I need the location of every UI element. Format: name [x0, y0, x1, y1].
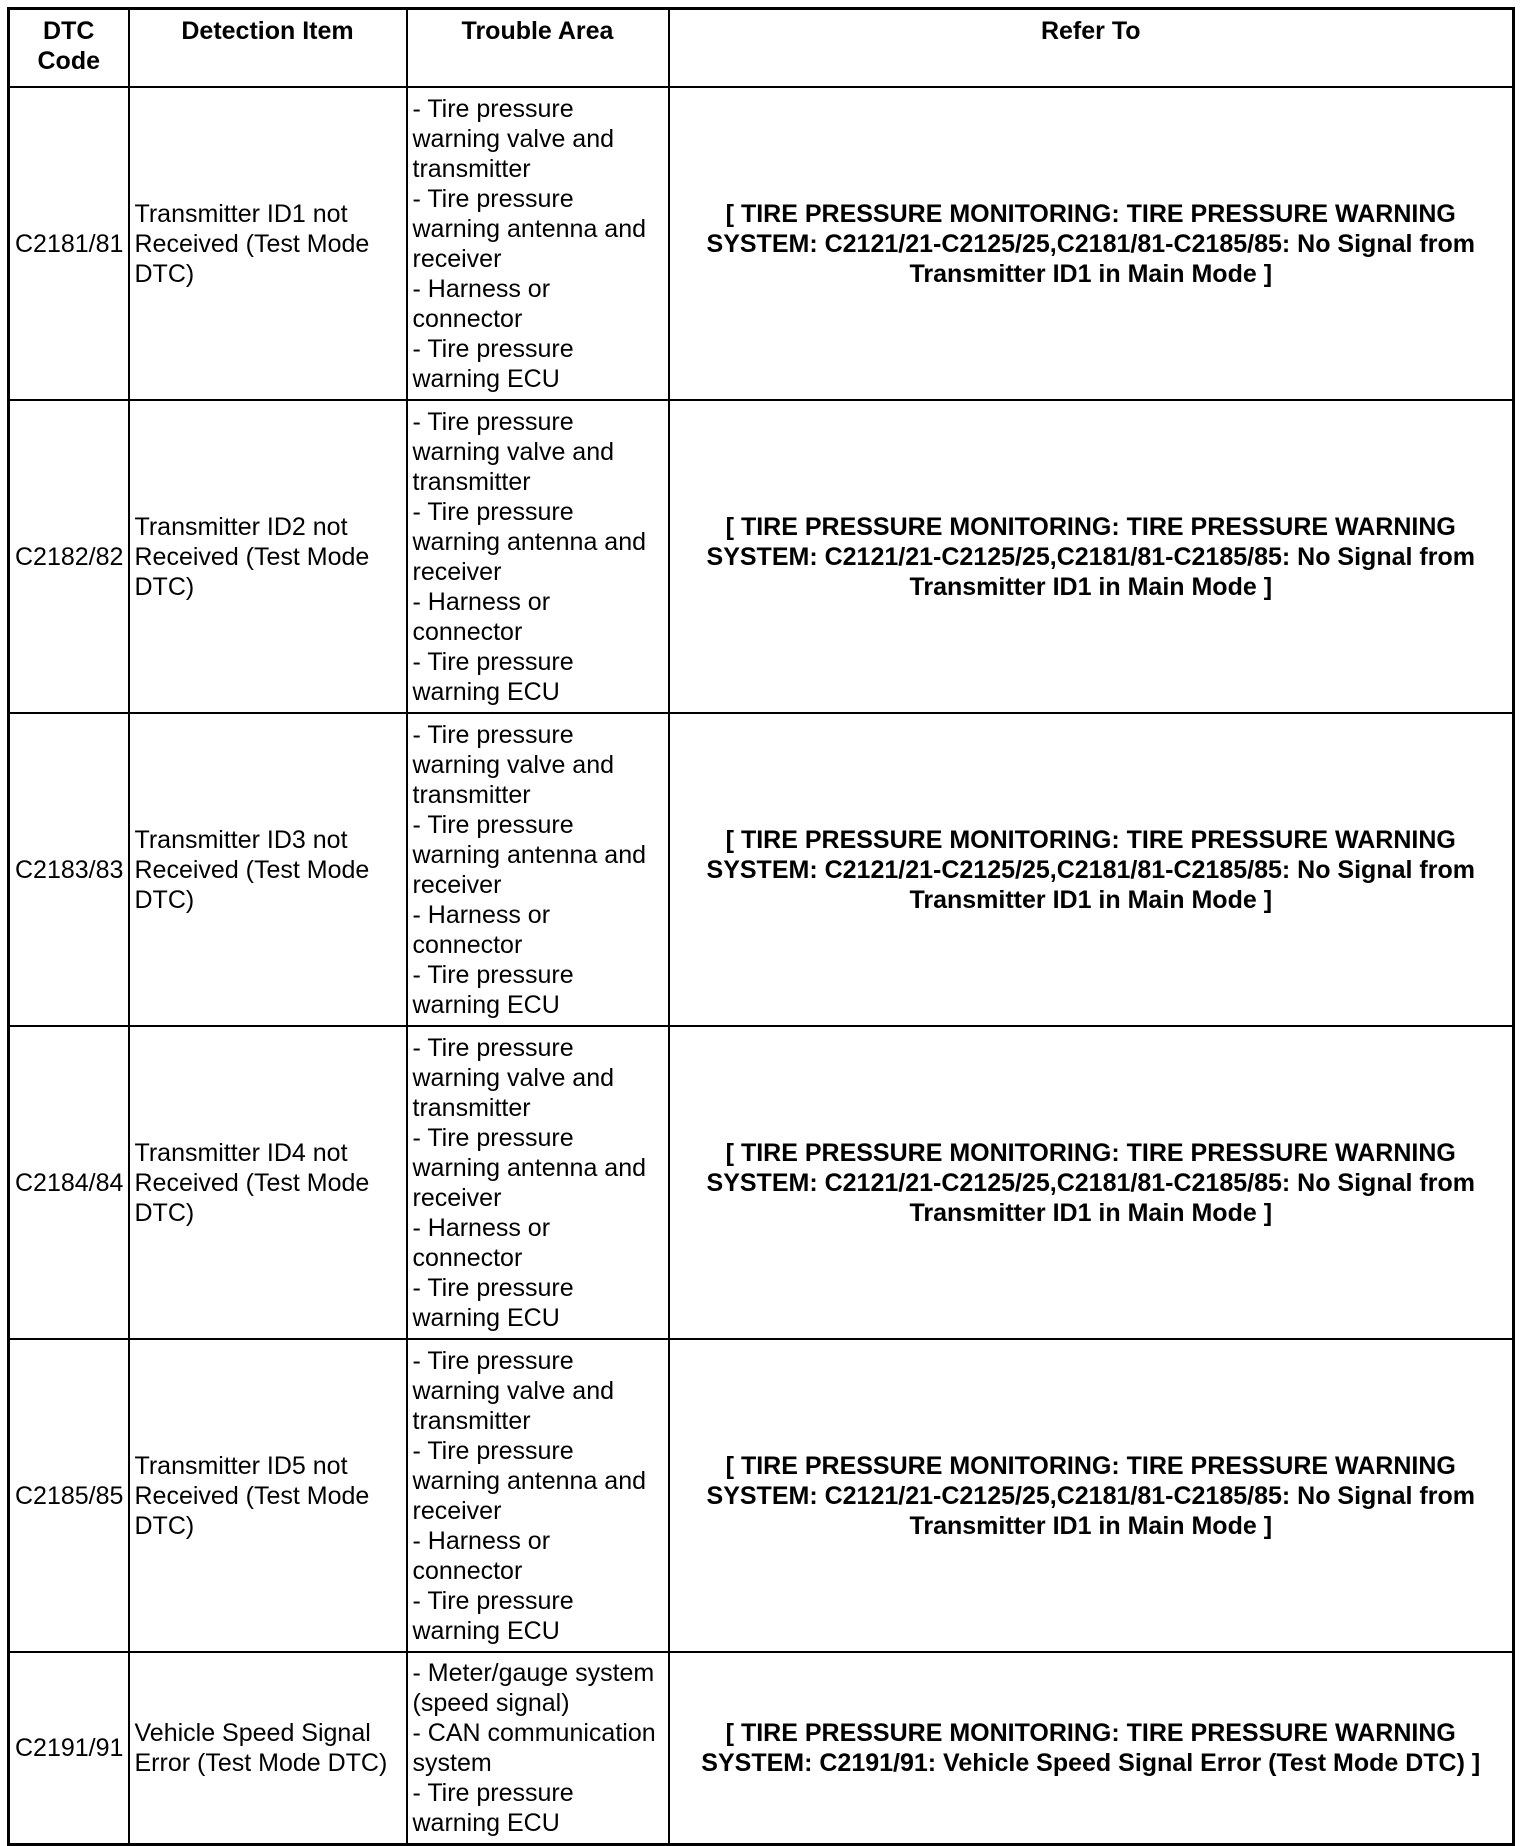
trouble-area-cell	[407, 1339, 669, 1652]
trouble-area-item: - Tire pressure warning antenna and receiver	[412, 184, 647, 273]
header-dtc-code-line2: Code	[37, 47, 100, 75]
trouble-area-item: - Tire pressure warning antenna and receiver	[412, 1123, 647, 1212]
trouble-area-item: - Meter/gauge system (speed signal)	[412, 1658, 655, 1717]
trouble-area-item: - Tire pressure warning ECU	[412, 1778, 574, 1837]
table-body	[9, 87, 1514, 1844]
trouble-area-item: - Harness or connector	[412, 1213, 551, 1272]
dtc-table	[7, 7, 1515, 1846]
trouble-area-item: - Tire pressure warning valve and transmitter	[412, 94, 615, 183]
table-row	[9, 1339, 1514, 1652]
table-row	[9, 1652, 1514, 1844]
table-row	[9, 87, 1514, 400]
trouble-area-item: - Tire pressure warning ECU	[412, 334, 574, 393]
trouble-area-list	[413, 407, 663, 707]
trouble-area-cell	[407, 400, 669, 713]
detection-item-cell: Transmitter ID3 not Received (Test Mode DTC)	[129, 713, 407, 1026]
trouble-area-item: - Harness or connector	[412, 587, 551, 646]
trouble-area-item: - Tire pressure warning valve and transmitter	[412, 407, 615, 496]
trouble-area-cell	[407, 1652, 669, 1844]
refer-to-link[interactable]: [ TIRE PRESSURE MONITORING: TIRE PRESSURE WARNING SYSTEM: C2121/21-C2125/25,C2181/81-C2185/85: No Signal from Transmitter ID1 in Main Mode ]	[669, 713, 1514, 1026]
dtc-code-cell: C2182/82	[9, 400, 129, 713]
trouble-area-cell	[407, 1026, 669, 1339]
detection-item-cell: Transmitter ID1 not Received (Test Mode DTC)	[129, 87, 407, 400]
trouble-area-list	[413, 1033, 663, 1333]
trouble-area-item: - Tire pressure warning valve and transmitter	[412, 1346, 615, 1435]
refer-to-link[interactable]: [ TIRE PRESSURE MONITORING: TIRE PRESSURE WARNING SYSTEM: C2191/91: Vehicle Speed Signal Error (Test Mode DTC) ]	[669, 1652, 1514, 1844]
dtc-code-cell: C2184/84	[9, 1026, 129, 1339]
trouble-area-item: - Harness or connector	[412, 274, 551, 333]
dtc-code-cell: C2185/85	[9, 1339, 129, 1652]
trouble-area-item: - Tire pressure warning ECU	[412, 1586, 574, 1645]
detection-item-cell: Transmitter ID2 not Received (Test Mode DTC)	[129, 400, 407, 713]
detection-item-cell: Transmitter ID5 not Received (Test Mode DTC)	[129, 1339, 407, 1652]
trouble-area-item: - Harness or connector	[412, 900, 551, 959]
trouble-area-item: - Tire pressure warning antenna and receiver	[412, 810, 647, 899]
refer-to-link[interactable]: [ TIRE PRESSURE MONITORING: TIRE PRESSURE WARNING SYSTEM: C2121/21-C2125/25,C2181/81-C2185/85: No Signal from Transmitter ID1 in Main Mode ]	[669, 1339, 1514, 1652]
header-trouble-area: Trouble Area	[407, 9, 669, 88]
dtc-code-cell: C2191/91	[9, 1652, 129, 1844]
header-dtc-code-line1: DTC	[43, 17, 95, 45]
trouble-area-item: - Harness or connector	[412, 1526, 551, 1585]
trouble-area-item: - CAN communication system	[412, 1718, 656, 1777]
header-refer-to: Refer To	[669, 9, 1514, 88]
dtc-code-cell: C2181/81	[9, 87, 129, 400]
trouble-area-item: - Tire pressure warning valve and transmitter	[412, 1033, 615, 1122]
trouble-area-cell	[407, 713, 669, 1026]
trouble-area-cell	[407, 87, 669, 400]
trouble-area-list	[413, 1346, 663, 1646]
trouble-area-list	[413, 1658, 663, 1838]
trouble-area-list	[413, 720, 663, 1020]
detection-item-cell: Vehicle Speed Signal Error (Test Mode DTC)	[129, 1652, 407, 1844]
dtc-code-cell: C2183/83	[9, 713, 129, 1026]
refer-to-link[interactable]: [ TIRE PRESSURE MONITORING: TIRE PRESSURE WARNING SYSTEM: C2121/21-C2125/25,C2181/81-C2185/85: No Signal from Transmitter ID1 in Main Mode ]	[669, 400, 1514, 713]
table-header-row	[9, 9, 1514, 88]
table-row	[9, 713, 1514, 1026]
header-dtc-code	[9, 9, 129, 88]
trouble-area-item: - Tire pressure warning ECU	[412, 960, 574, 1019]
trouble-area-item: - Tire pressure warning ECU	[412, 647, 574, 706]
header-detection-item: Detection Item	[129, 9, 407, 88]
trouble-area-item: - Tire pressure warning ECU	[412, 1273, 574, 1332]
trouble-area-item: - Tire pressure warning antenna and receiver	[412, 497, 647, 586]
trouble-area-item: - Tire pressure warning valve and transmitter	[412, 720, 615, 809]
table-row	[9, 400, 1514, 713]
refer-to-link[interactable]: [ TIRE PRESSURE MONITORING: TIRE PRESSURE WARNING SYSTEM: C2121/21-C2125/25,C2181/81-C2185/85: No Signal from Transmitter ID1 in Main Mode ]	[669, 87, 1514, 400]
table-row	[9, 1026, 1514, 1339]
refer-to-link[interactable]: [ TIRE PRESSURE MONITORING: TIRE PRESSURE WARNING SYSTEM: C2121/21-C2125/25,C2181/81-C2185/85: No Signal from Transmitter ID1 in Main Mode ]	[669, 1026, 1514, 1339]
trouble-area-list	[413, 94, 663, 394]
detection-item-cell: Transmitter ID4 not Received (Test Mode DTC)	[129, 1026, 407, 1339]
trouble-area-item: - Tire pressure warning antenna and receiver	[412, 1436, 647, 1525]
